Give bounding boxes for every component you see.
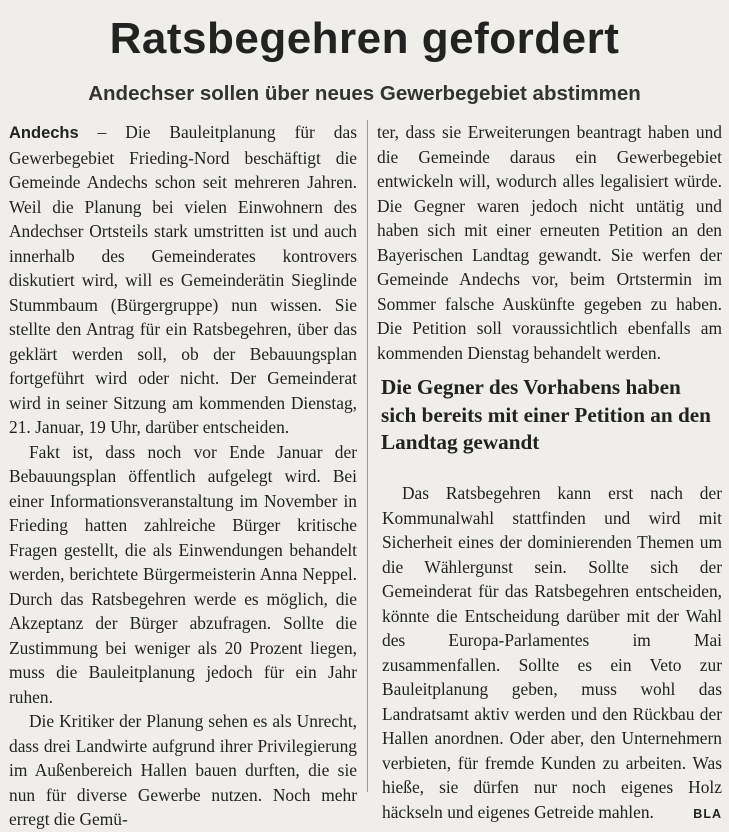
paragraph-2: Fakt ist, dass noch vor Ende Januar der Bebauungsplan öffentlich aufgelegt wird. Bei einer Informationsveranstaltung im November in Frieding hatten zahlreiche Bürger kritische Fragen gestellt, die als Einwendungen behandelt werden, berichtete Bürgermeisterin Anna Neppel. Durch das Ratsbegehren werde es möglich, die Akzeptanz der Bürger abzufragen. Sollte die Zustimmung bei weniger als 20 Prozent liegen, muss die Bauleitplanung jedoch für ein Jahr ruhen.: [9, 441, 357, 707]
author-initials: BLA: [693, 806, 722, 821]
paragraph-5: [382, 481, 722, 824]
right-column-top: [377, 120, 722, 365]
paragraph-3: Die Kritiker der Planung sehen es als Unrecht, dass drei Landwirte aufgrund ihrer Privilegierung im Außenbereich Hallen bauen durften, die sie nun für diverse Gewerbe nutzen. Noch mehr erregt die Gemü-: [9, 711, 357, 829]
headline: Ratsbegehren gefordert: [109, 14, 620, 63]
paragraph-5-text: Das Ratsbegehren kann erst nach der Kommunalwahl stattfinden und wird mit Sicherheit eines der dominierenden Themen um die Wählergunst sein. Sollte sich der Gemeinderat für das Ratsbegehren entscheiden, könnte die Entscheidung darüber mit der Wahl des Europa-Parlamentes im Mai zusammenfallen. Sollte es ein Veto zur Bauleitplanung geben, muss wohl das Landratsamt aktiv werden und den Rückbau der Hallen anordnen. Oder aber, den Unternehmern verbieten, für fremde Kunden zu arbeiten. Was hieße, sie dürfen nur noch eigenes Holz häckseln und eigenes Getreide mahlen.: [382, 483, 722, 822]
crosshead: Die Gegner des Vorhabens haben sich bereits mit einer Petition an den Landtag gewandt: [381, 375, 711, 454]
paragraph-1-text: – Die Bauleitplanung für das Gewerbegebiet Frieding-Nord beschäftigt die Gemeinde Andechs schon seit mehreren Jahren. Weil die Planung bei vielen Einwohnern des Andechser Ortsteils stark umstritten ist und auch innerhalb des Gemeinderates kontrovers diskutiert wird, will es Gemeinderätin Sieglinde Stummbaum (Bürgergruppe) nun wissen. Sie stellte den Antrag für ein Ratsbegehren, über das geklärt werden soll, ob der Bebauungsplan fortgeführt wird oder nicht. Der Gemeinderat wird in seiner Sitzung am kommenden Dienstag, 21. Januar, 19 Uhr, darüber entscheiden.: [9, 122, 357, 437]
subheadline: Andechser sollen über neues Gewerbegebiet abstimmen: [88, 82, 641, 105]
right-column-bottom: [382, 481, 722, 826]
column-divider: [367, 120, 368, 792]
left-column: [9, 120, 357, 832]
paragraph-4: ter, dass sie Erweiterungen beantragt haben und die Gemeinde daraus ein Gewerbegebiet entwickeln will, wodurch alles legalisiert würde. Die Gegner waren jedoch nicht untätig und haben sich mit einer erneuten Petition an den Bayerischen Landtag gewandt. Sie werfen der Gemeinde Andechs vor, beim Ortstermin im Sommer falsche Auskünfte gegeben zu haben. Die Petition soll voraussichtlich ebenfalls am kommenden Dienstag behandelt werden.: [377, 122, 722, 363]
dateline: Andechs: [9, 124, 79, 142]
paragraph-1: [9, 120, 357, 440]
